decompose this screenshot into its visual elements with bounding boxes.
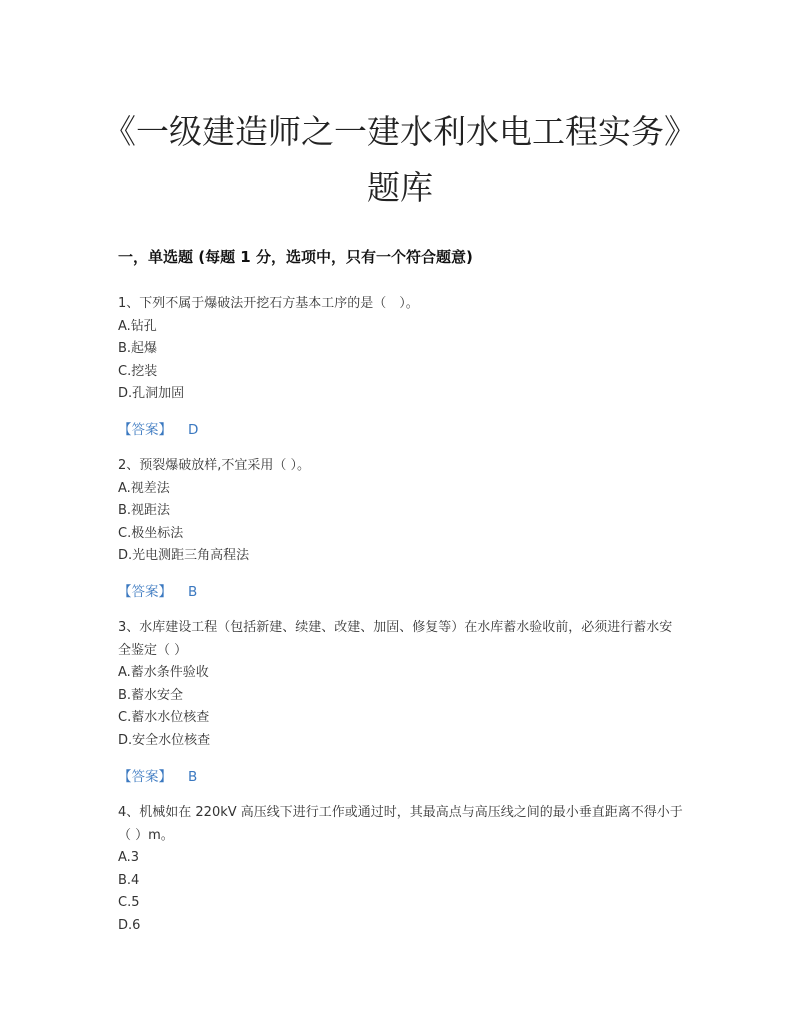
answer-value: B: [188, 769, 198, 785]
question-3: [118, 617, 684, 752]
answer-row-1: [118, 419, 198, 441]
option-a: A.3: [118, 850, 140, 865]
option-a: A.钻孔: [118, 318, 157, 334]
option-b: B.起爆: [118, 341, 158, 356]
question-2: [118, 455, 684, 568]
option-c: C.5: [118, 895, 140, 910]
option-b: B.蓄水安全: [118, 687, 184, 703]
document-title: 《一级建造师之一建水利水电工程实务》题库: [103, 112, 697, 207]
question-4: [118, 802, 684, 937]
question-stem: 4、机械如在 220kV 高压线下进行工作或通过时，其最高点与高压线之间的最小垂直距离不得小于（ ）m。: [118, 805, 683, 843]
option-c: C.蓄水水位核查: [118, 710, 210, 725]
answer-label: 【答案】: [118, 422, 172, 438]
answer-label: 【答案】: [118, 584, 172, 600]
option-b: B.视距法: [118, 503, 171, 518]
section-heading: 一，单选题 (每题 1 分，选项中，只有一个符合题意): [118, 248, 473, 266]
option-d: D.光电测距三角高程法: [118, 548, 250, 563]
option-d: D.孔洞加固: [118, 386, 185, 401]
option-a: A.蓄水条件验收: [118, 665, 209, 680]
option-d: D.安全水位核查: [118, 732, 211, 748]
option-c: C.极坐标法: [118, 525, 184, 541]
question-1: [118, 293, 684, 406]
answer-row-3: [118, 766, 197, 788]
answer-label: 【答案】: [118, 769, 172, 785]
answer-row-2: [118, 581, 197, 603]
answer-value: B: [188, 584, 198, 600]
question-stem: 3、水库建设工程（包括新建、续建、改建、加固、修复等）在水库蓄水验收前，必须进行蓄水安全鉴定（ ）: [118, 620, 673, 658]
option-a: A.视差法: [118, 480, 170, 496]
option-d: D.6: [118, 917, 141, 933]
question-stem: 2、预裂爆破放样,不宜采用（ ）。: [118, 458, 311, 473]
answer-value: D: [188, 422, 199, 438]
question-stem: 1、下列不属于爆破法开挖石方基本工序的是（ ）。: [118, 296, 419, 311]
option-b: B.4: [118, 872, 140, 888]
option-c: C.挖装: [118, 363, 158, 379]
